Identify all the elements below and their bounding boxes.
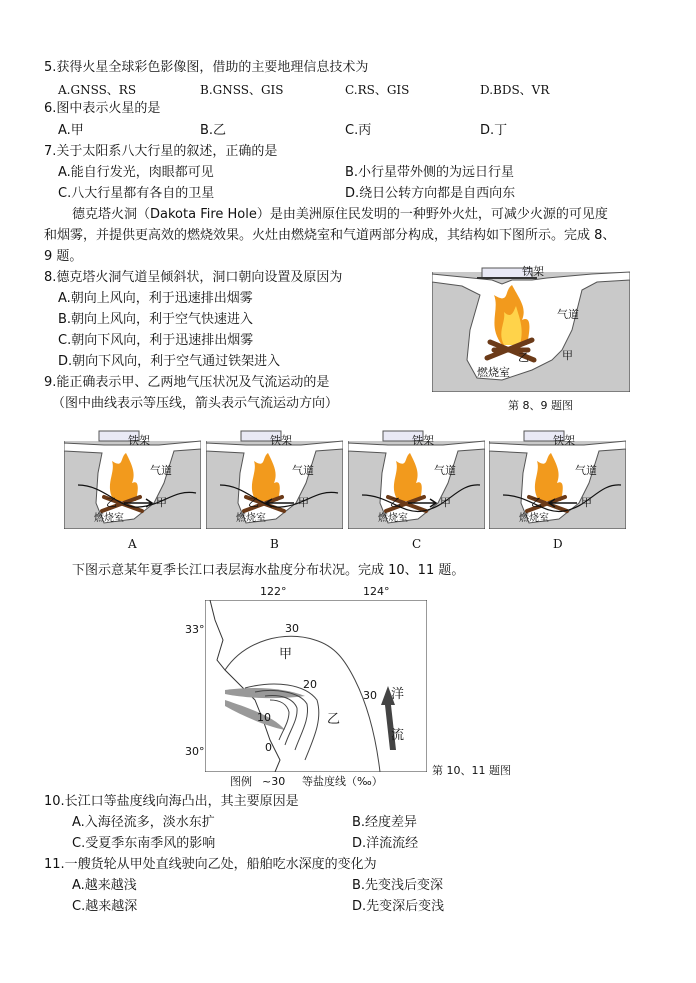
- map-label-jia: 甲: [279, 647, 293, 662]
- q5-stem: 5.获得火星全球彩色影像图，借助的主要地理信息技术为: [44, 60, 369, 75]
- map-lon-124: 124°: [363, 585, 390, 598]
- iso-0: 0: [265, 741, 272, 754]
- panel-label-yi: 乙: [390, 496, 401, 509]
- legend-title: 图例: [230, 775, 252, 788]
- panel-label-rack: 铁架: [270, 434, 292, 447]
- panel-label-rack: 铁架: [412, 434, 434, 447]
- fire-hole-figure: [432, 250, 630, 392]
- map-lat-33: 33°: [185, 623, 205, 636]
- iso-20: 20: [303, 678, 317, 691]
- panel-label-duct: 气道: [292, 464, 314, 477]
- panel-label-jia: 甲: [298, 496, 309, 509]
- q9-option-letter: C: [412, 537, 422, 551]
- q5-option-b: B.GNSS、GIS: [200, 83, 284, 97]
- q6-stem: 6.图中表示火星的是: [44, 101, 161, 116]
- panel-label-duct: 气道: [150, 464, 172, 477]
- label-duct: 气道: [557, 308, 579, 321]
- panel-label-duct: 气道: [575, 464, 597, 477]
- q5-option-c: C.RS、GIS: [345, 83, 410, 97]
- q11-stem: 11.一艘货轮从甲处直线驶向乙处，船舶吃水深度的变化为: [44, 857, 377, 872]
- legend-sample: ~30: [262, 775, 286, 788]
- panel-label-rack: 铁架: [553, 434, 575, 447]
- panel-label-yi: 乙: [106, 496, 117, 509]
- q9-option-letter: D: [553, 537, 563, 551]
- iso-30-top: 30: [285, 622, 299, 635]
- q6-option-d: D.丁: [480, 123, 508, 138]
- current-label-1: 洋: [391, 687, 405, 702]
- fig89-caption: 第 8、9 题图: [508, 399, 573, 412]
- panel-label-yi: 乙: [248, 496, 259, 509]
- panel-label-rack: 铁架: [128, 434, 150, 447]
- q11-option-d: D.先变深后变浅: [352, 899, 445, 914]
- q10-option-b: B.经度差异: [352, 815, 418, 830]
- q11-option-b: B.先变浅后变深: [352, 878, 444, 893]
- q11-option-a: A.越来越浅: [72, 878, 137, 893]
- current-label-2: 流: [391, 728, 405, 743]
- map-lat-30: 30°: [185, 745, 205, 758]
- q10-stem: 10.长江口等盐度线向海凸出，其主要原因是: [44, 794, 299, 809]
- q8-option-c: C.朝向下风向，利于迅速排出烟雾: [58, 333, 254, 348]
- q6-option-b: B.乙: [200, 123, 227, 138]
- q7-option-a: A.能自行发光，肉眼都可见: [58, 165, 214, 180]
- map-lon-122: 122°: [260, 585, 287, 598]
- panel-label-chamber: 燃烧室: [519, 513, 549, 524]
- q7-option-c: C.八大行星都有各自的卫星: [58, 186, 215, 201]
- label-rack: 铁架: [522, 265, 544, 278]
- salinity-map: [185, 585, 427, 772]
- q5-option-d: D.BDS、VR: [480, 83, 550, 97]
- panel-label-jia: 甲: [581, 496, 592, 509]
- label-jia: 甲: [562, 349, 573, 362]
- q9-option-letter: B: [270, 537, 279, 551]
- q7-option-b: B.小行星带外侧的为远日行星: [345, 165, 515, 180]
- panel-label-chamber: 燃烧室: [236, 513, 266, 524]
- q7-option-d: D.绕日公转方向都是自西向东: [345, 186, 516, 201]
- q9-option-panel: [64, 423, 201, 529]
- q6-option-a: A.甲: [58, 123, 84, 138]
- label-chamber: 燃烧室: [477, 366, 510, 379]
- panel-label-yi: 乙: [531, 496, 542, 509]
- q6-option-c: C.丙: [345, 123, 372, 138]
- panel-label-jia: 甲: [440, 496, 451, 509]
- passage1-line2: 和烟雾，并提供更高效的燃烧效果。火灶由燃烧室和气道两部分构成，其结构如下图所示。完成 8、: [44, 228, 616, 243]
- iso-10: 10: [257, 711, 271, 724]
- q11-option-c: C.越来越深: [72, 899, 138, 914]
- q9-option-panel: [348, 423, 485, 529]
- q5-option-a: A.GNSS、RS: [58, 83, 137, 97]
- passage1-line3: 9 题。: [44, 249, 83, 264]
- q10-option-a: A.入海径流多，淡水东扩: [72, 815, 215, 830]
- q9-option-panel: [206, 423, 343, 529]
- label-yi: 乙: [518, 351, 529, 364]
- q10-option-d: D.洋流流经: [352, 836, 419, 851]
- panel-label-chamber: 燃烧室: [378, 513, 408, 524]
- passage2: 下图示意某年夏季长江口表层海水盐度分布状况。完成 10、11 题。: [72, 563, 465, 578]
- q8-option-a: A.朝向上风向，利于迅速排出烟雾: [58, 291, 253, 306]
- q9-note: （图中曲线表示等压线，箭头表示气流运动方向）: [52, 396, 339, 411]
- q8-option-b: B.朝向上风向，利于空气快速进入: [58, 312, 254, 327]
- panel-label-jia: 甲: [156, 496, 167, 509]
- q10-option-c: C.受夏季东南季风的影响: [72, 836, 216, 851]
- q8-stem: 8.德克塔火洞气道呈倾斜状，洞口朝向设置及原因为: [44, 270, 343, 285]
- map-label-yi: 乙: [327, 712, 341, 727]
- panel-label-duct: 气道: [434, 464, 456, 477]
- iso-30-right: 30: [363, 689, 377, 702]
- map-caption: 第 10、11 题图: [432, 764, 511, 777]
- q8-option-d: D.朝向下风向，利于空气通过铁架进入: [58, 354, 281, 369]
- q9-option-letter: A: [128, 537, 137, 551]
- passage1-line1: 德克塔火洞（Dakota Fire Hole）是由美洲原住民发明的一种野外火灶，可减少火源的可见度: [72, 207, 608, 222]
- legend-text: 等盐度线（‰）: [302, 775, 383, 788]
- q9-stem: 9.能正确表示甲、乙两地气压状况及气流运动的是: [44, 375, 330, 390]
- panel-label-chamber: 燃烧室: [94, 513, 124, 524]
- q9-option-panel: [489, 423, 626, 529]
- q7-stem: 7.关于太阳系八大行星的叙述，正确的是: [44, 144, 278, 159]
